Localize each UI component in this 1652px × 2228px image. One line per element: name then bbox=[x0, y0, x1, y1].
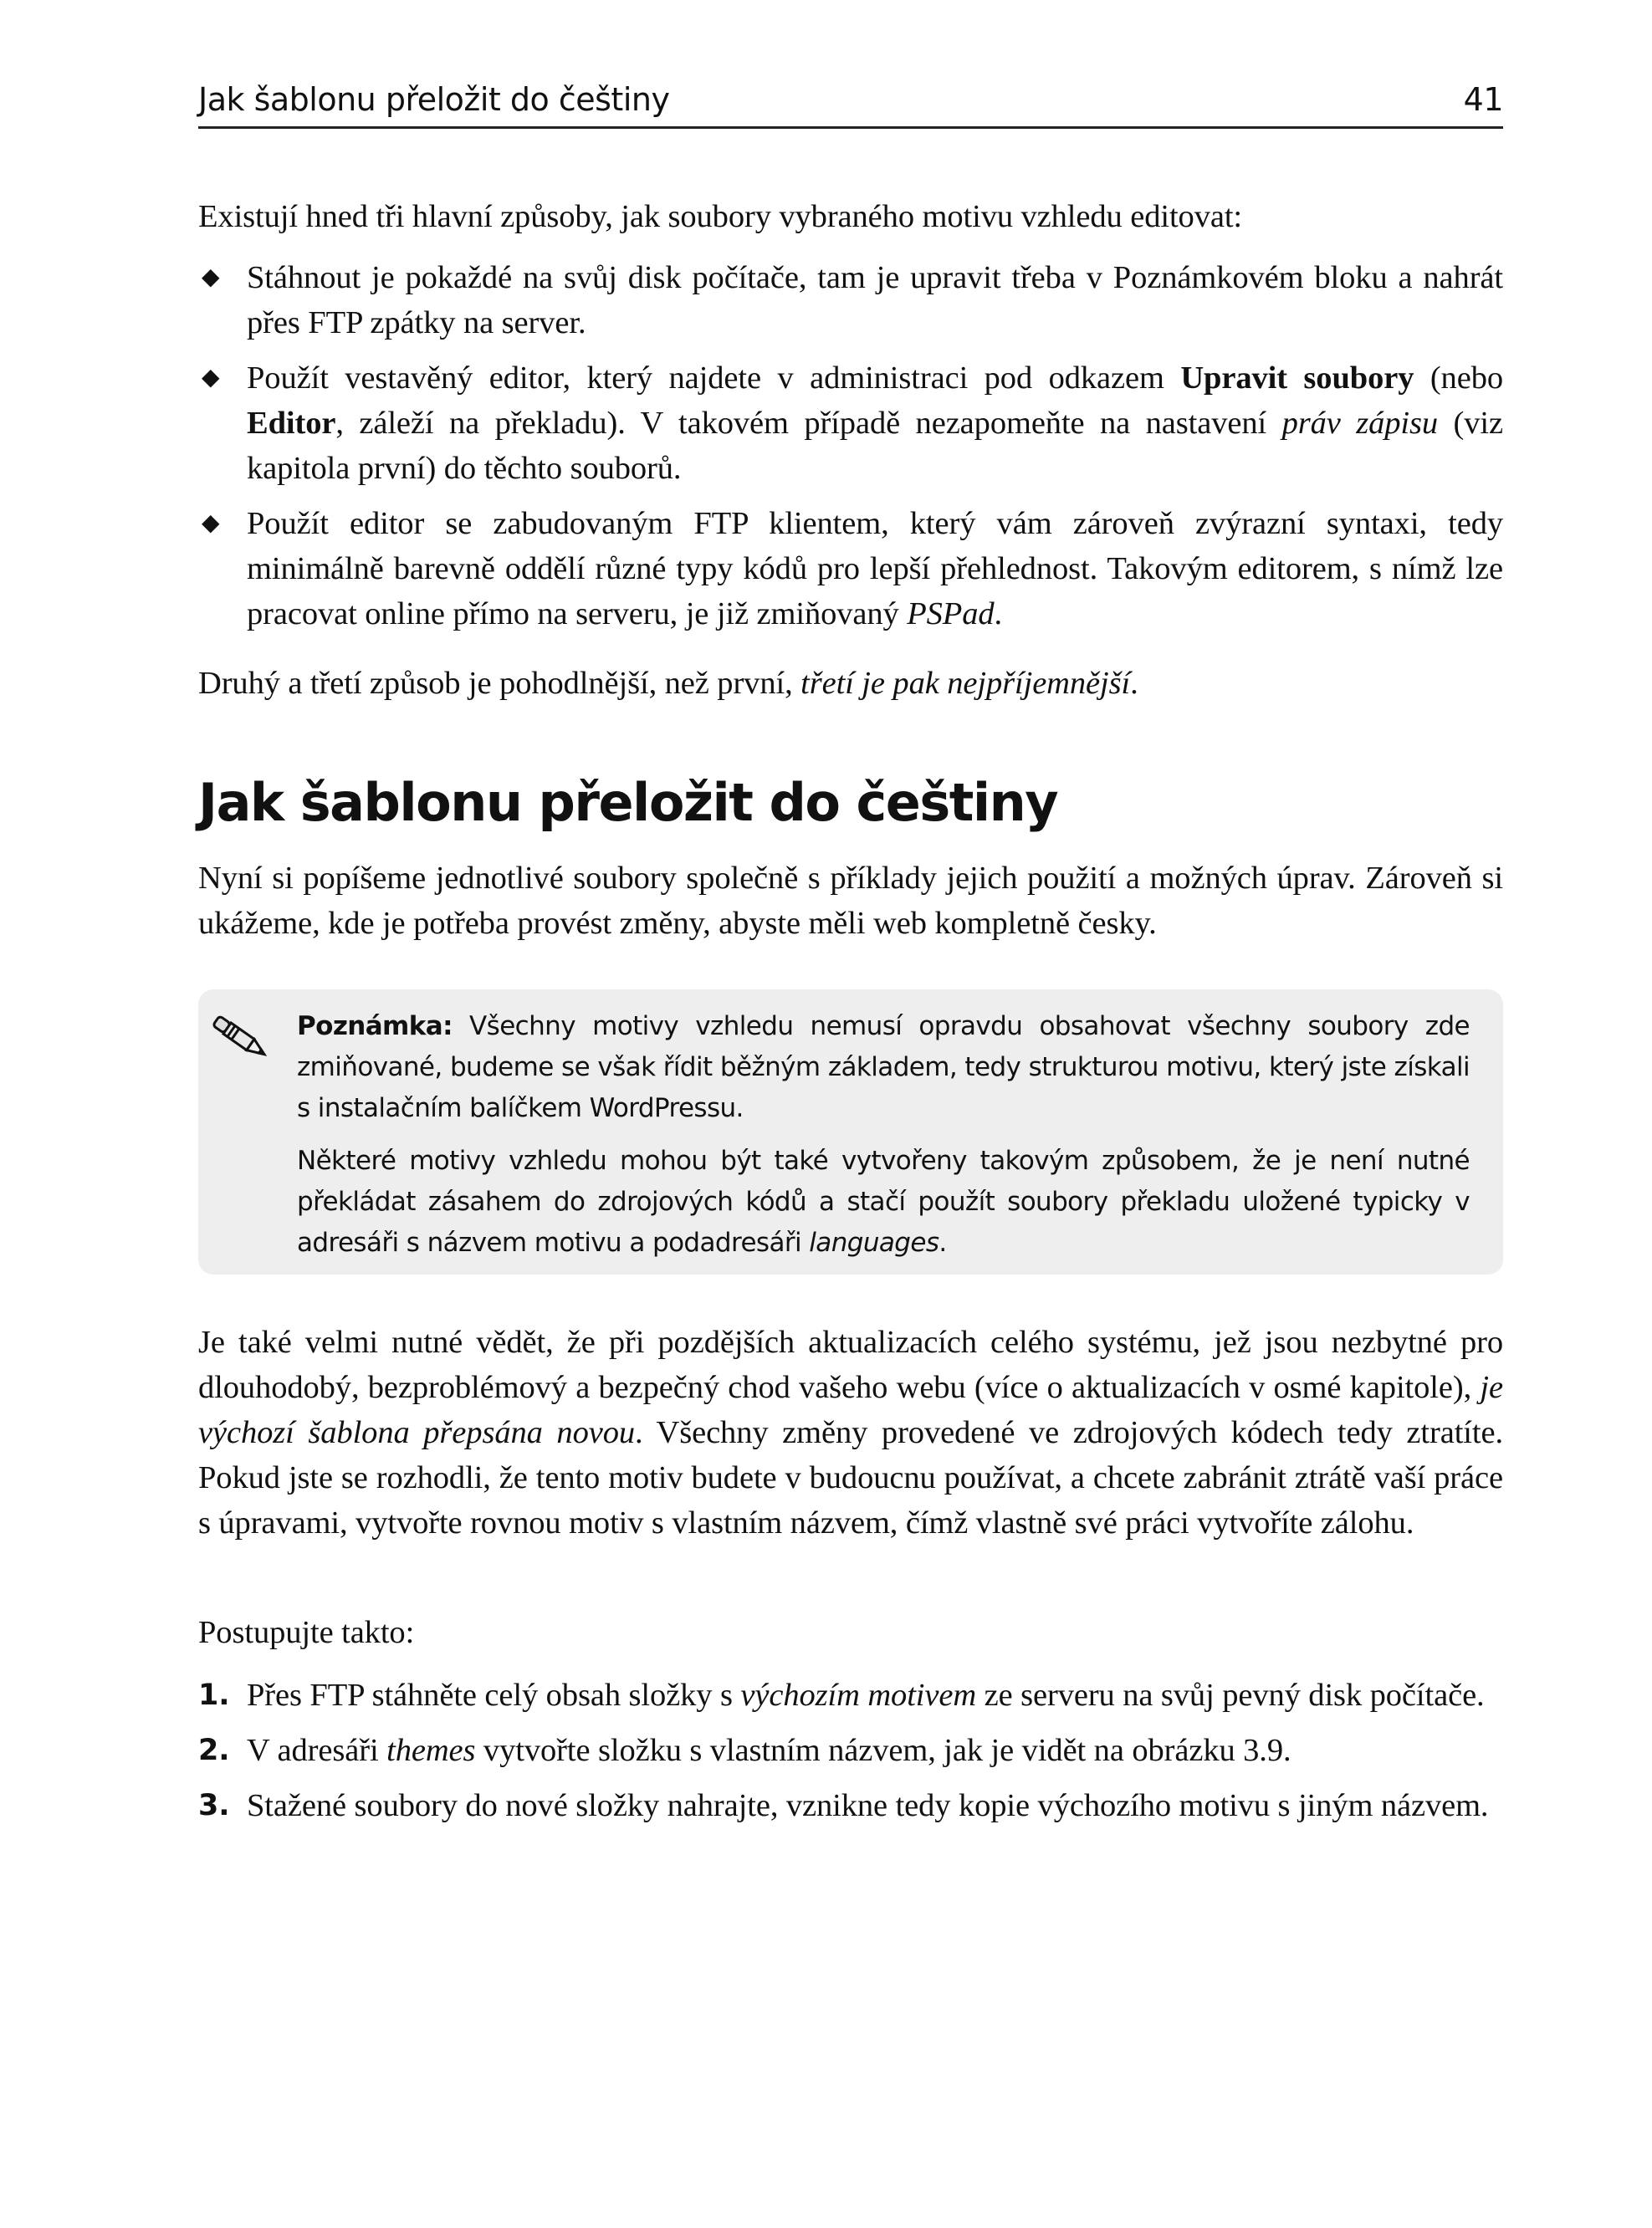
section-heading: Jak šablonu přeložit do češtiny bbox=[198, 772, 1058, 833]
intro-paragraph: Existují hned tři hlavní způsoby, jak soubory vybraného motivu vzhledu editovat: bbox=[198, 199, 1243, 234]
steps-list bbox=[198, 1673, 1503, 1838]
methods-bullet-list bbox=[198, 255, 1503, 646]
menu-reference-editor: Editor bbox=[247, 406, 336, 441]
list-item: 1. Přes FTP stáhněte celý obsah složky s výchozím motivem ze serveru na svůj pevný disk počítače. bbox=[198, 1673, 1503, 1718]
emphasis-term: práv zápisu bbox=[1281, 406, 1439, 441]
list-item: ◆ Použít editor se zabudovaným FTP klientem, který vám zároveň zvýrazní syntaxi, tedy minimálně barevně oddělí různé typy kódů pro lepší přehlednost. Takovým editorem, s nímž lze pracovat online přímo na serveru, je již zmiňovaný PSPad. bbox=[198, 501, 1503, 636]
list-item: 2. V adresáři themes vytvořte složku s vlastním názvem, jak je vidět na obrázku 3.9. bbox=[198, 1728, 1503, 1773]
warning-paragraph: Je také velmi nutné vědět, že při pozdějších aktualizacích celého systému, jež jsou nezbytné pro dlouhodobý, bezproblémový a bezpečný chod vašeho webu (více o aktualizacích v osmé kapitole), je výchozí šablona přepsána novou. Všechny změny provedené ve zdrojových kódech tedy ztratíte. Pokud jste se rozhodli, že tento motiv budete v budoucnu používat, a chcete zabránit ztrátě vaší práce s úpravami, vytvořte rovnou motiv s vlastním názvem, čímž vlastně své práci vytvoříte zálohu. bbox=[198, 1325, 1503, 1541]
steps-intro: Postupujte takto: bbox=[198, 1615, 415, 1650]
running-header bbox=[198, 77, 1503, 129]
diamond-bullet-icon: ◆ bbox=[202, 510, 220, 536]
diamond-bullet-icon: ◆ bbox=[202, 264, 220, 290]
list-item: 3. Stažené soubory do nové složky nahrajte, vznikne tedy kopie výchozího motivu s jiným názvem. bbox=[198, 1783, 1503, 1828]
note-box bbox=[198, 989, 1503, 1275]
menu-reference-upravit-soubory: Upravit soubory bbox=[1180, 360, 1414, 396]
step-number: 3. bbox=[198, 1789, 230, 1822]
summary-paragraph: Druhý a třetí způsob je pohodlnější, než první, třetí je pak nejpříjemnější. bbox=[198, 666, 1138, 701]
emphasis-term: PSPad bbox=[907, 596, 995, 631]
list-item: ◆ Stáhnout je pokaždé na svůj disk počítače, tam je upravit třeba v Poznámkovém bloku a nahrát přes FTP zpátky na server. bbox=[198, 255, 1503, 345]
note-label: Poznámka: bbox=[297, 1011, 453, 1041]
section-intro-paragraph: Nyní si popíšeme jednotlivé soubory společně s příklady jejich použití a možných úprav. Zároveň si ukážeme, kde je potřeba provést změny, abyste měli web kompletně česky. bbox=[198, 861, 1503, 941]
running-head-title: Jak šablonu přeložit do češtiny bbox=[198, 81, 670, 118]
note-paragraph: Poznámka: Všechny motivy vzhledu nemusí opravdu obsahovat všechny soubory zde zmiňované, budeme se však řídit běžným základem, tedy strukturou motivu, který jste získali s instalačním balíčkem WordPressu. bbox=[297, 1011, 1470, 1123]
step-number: 2. bbox=[198, 1734, 230, 1767]
list-item: ◆ Použít vestavěný editor, který najdete v administraci pod odkazem Upravit soubory (nebo Editor, záleží na překladu). V takovém případě nezapomeňte na nastavení práv zápisu (viz kapitola první) do těchto souborů. bbox=[198, 355, 1503, 491]
page-number: 41 bbox=[1463, 81, 1503, 118]
pencil-icon bbox=[208, 1014, 275, 1065]
diamond-bullet-icon: ◆ bbox=[202, 365, 220, 391]
step-number: 1. bbox=[198, 1679, 230, 1712]
note-paragraph: Některé motivy vzhledu mohou být také vytvořeny takovým způsobem, že je není nutné překládat zásahem do zdrojových kódů a stačí použít soubory překladu uložené typicky v adresáři s názvem motivu a podadresáři languages. bbox=[297, 1146, 1470, 1258]
